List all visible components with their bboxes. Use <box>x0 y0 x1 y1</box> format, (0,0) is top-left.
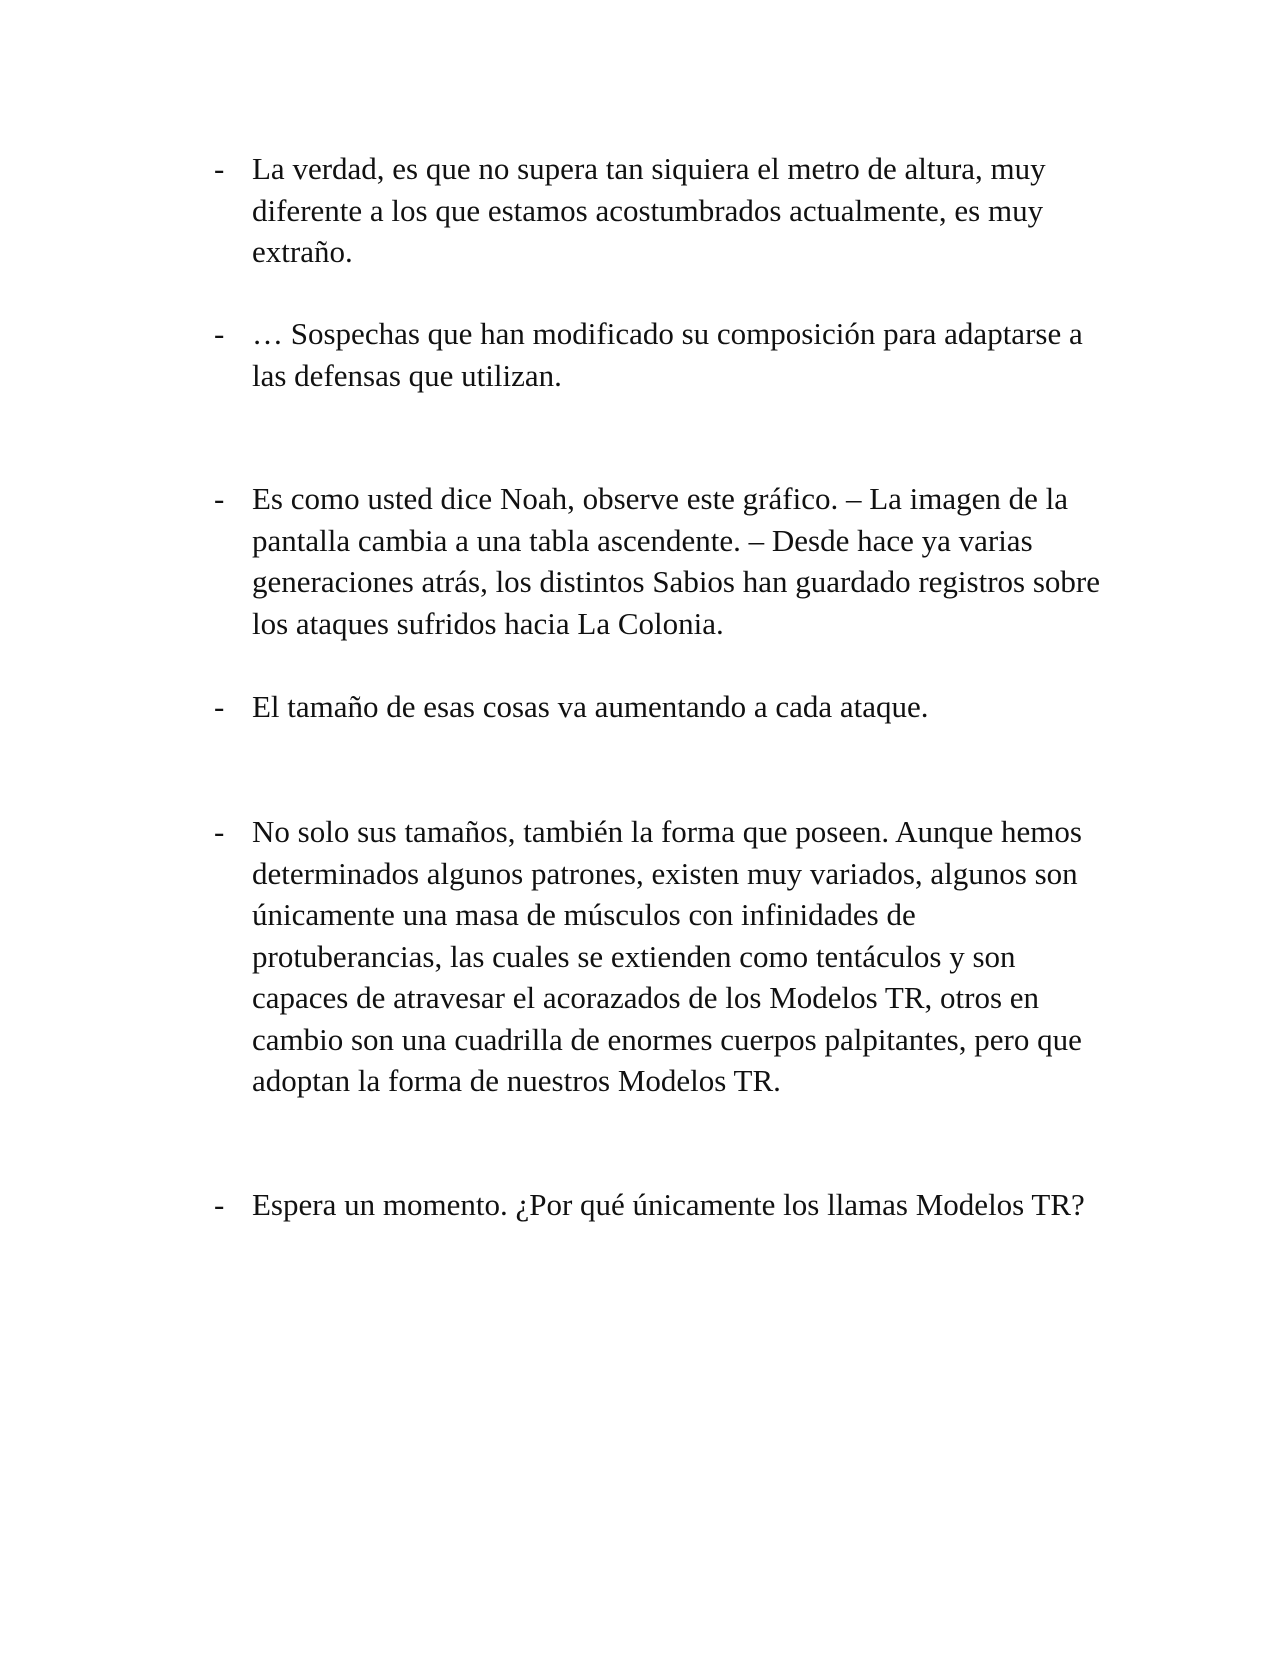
dialogue-dash: - <box>214 1187 225 1222</box>
dialogue-dash: - <box>214 481 225 516</box>
dialogue-text: La verdad, es que no supera tan siquiera el metro de altura, muy diferente a los que estamos acostumbrados actualmente, es muy extraño. <box>252 151 1046 269</box>
dialogue-line <box>214 478 1114 644</box>
dialogue-line <box>214 686 1114 728</box>
dialogue-text: El tamaño de esas cosas va aumentando a cada ataque. <box>252 689 929 724</box>
dialogue-dash: - <box>214 814 225 849</box>
dialogue-line <box>214 811 1114 1102</box>
dialogue-text: Es como usted dice Noah, observe este gráfico. – La imagen de la pantalla cambia a una tabla ascendente. – Desde hace ya varias generaciones atrás, los distintos Sabios han guardado registros sobre los ataques sufridos hacia La Colonia. <box>252 481 1101 641</box>
dialogue-dash: - <box>214 151 225 186</box>
dialogue-text: Espera un momento. ¿Por qué únicamente los llamas Modelos TR? <box>252 1187 1085 1222</box>
dialogue-line <box>214 313 1114 396</box>
dialogue-line <box>214 1184 1114 1226</box>
dialogue-dash: - <box>214 689 225 724</box>
dialogue-text: … Sospechas que han modificado su composición para adaptarse a las defensas que utilizan. <box>252 316 1083 393</box>
dialogue-dash: - <box>214 316 225 351</box>
dialogue-text: No solo sus tamaños, también la forma que poseen. Aunque hemos determinados algunos patrones, existen muy variados, algunos son únicamente una masa de músculos con infinidades de protuberancias, las cuales se extienden como tentáculos y son capaces de atravesar el acorazados de los Modelos TR, otros en cambio son una cuadrilla de enormes cuerpos palpitantes, pero que adoptan la forma de nuestros Modelos TR. <box>252 814 1082 1098</box>
dialogue-line <box>214 148 1114 273</box>
